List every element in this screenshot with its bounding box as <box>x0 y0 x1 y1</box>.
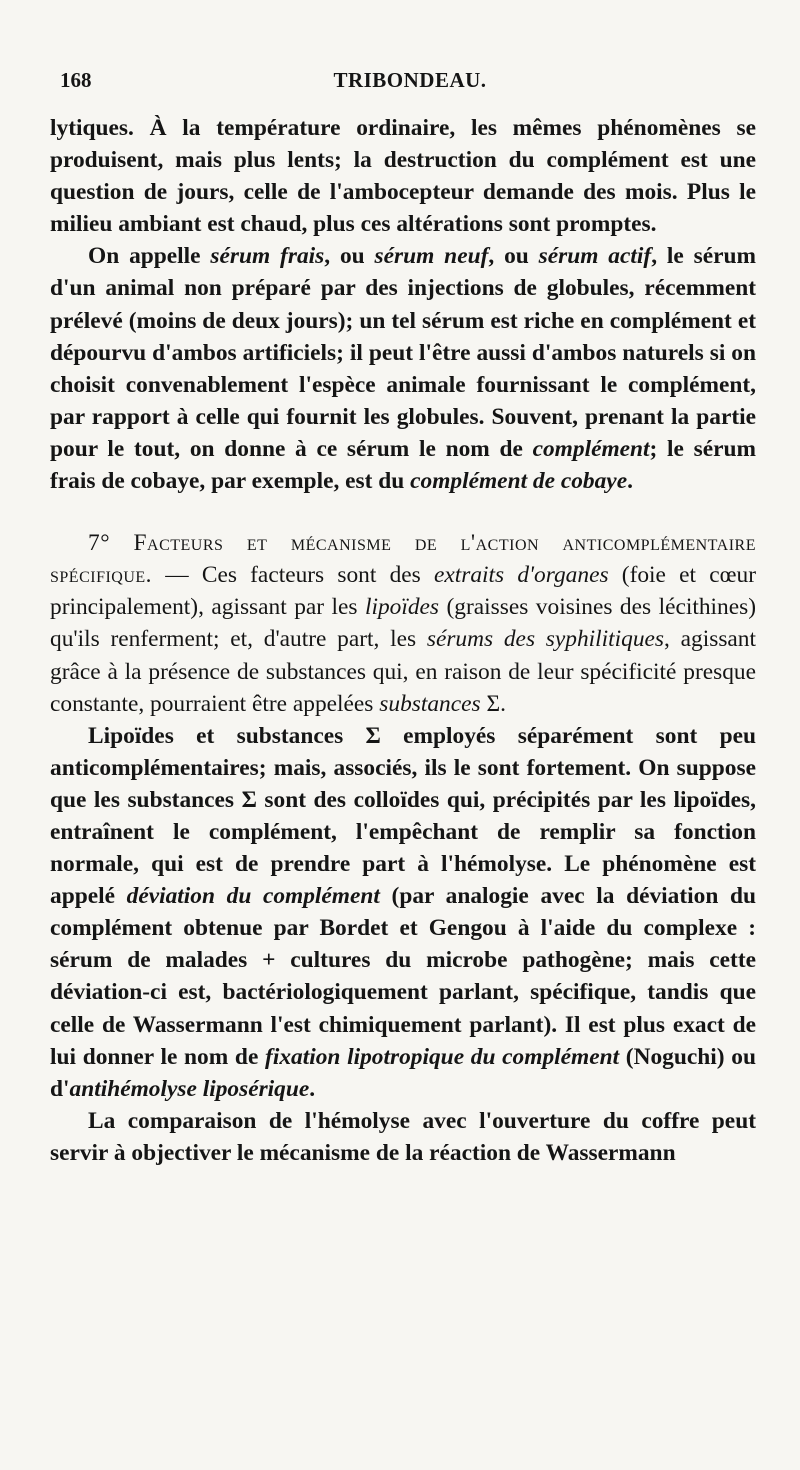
italic-term: sérums des syphilitiques <box>426 626 665 653</box>
page-number: 168 <box>60 68 92 92</box>
page-header <box>60 68 760 102</box>
section-heading: 7° Facteurs et mécanisme de l'action anticomplémentaire spécifique. <box>50 530 756 589</box>
italic-term: lipoïdes <box>364 594 440 621</box>
italic-term: complément <box>532 435 650 462</box>
paragraph-1: lytiques. À la température ordinaire, les mêmes phénomènes se produisent, mais plus lents; la destruction du complément est une question de jours, celle de l'ambocepteur demande des mois. Plus le milieu ambiant est chaud, plus ces altérations sont promptes. <box>50 115 756 238</box>
text-run: ; le sérum frais de cobaye, par exemple, est du <box>50 435 757 495</box>
running-title: TRIBONDEAU. <box>333 68 487 92</box>
paragraph-3 <box>50 527 756 720</box>
text-run: , le sérum d'un animal non préparé par des injections de globules, récemment prélevé (moins de deux jours); un tel sérum est riche en complément et dépourvu d'ambos artificiels; il peut l'être aussi d'ambos naturels si on choisit convenablement l'espèce animale fournissant le complément, par rapport à celle qui fournit les globules. Souvent, prenant la partie pour le tout, on donne à ce sérum le nom de <box>50 243 756 462</box>
text-run: , ou <box>488 243 539 270</box>
text-run: (par analogie avec la déviation du complément obtenue par Bordet et Gengou à l'aide du complexe : sérum de malades + cultures du microbe pathogène; mais cette déviation-ci est, bactériologiquement parlant, spécifique, tandis que celle de Wassermann l'est chimiquement parlant). Il est plus exact de lui donner le nom de <box>50 883 757 1070</box>
text-run: , ou <box>324 243 375 270</box>
text-run: , agissant grâce à la présence de substances qui, en raison de leur spécificité presque constante, pourraient être appelées <box>50 626 756 717</box>
italic-term: sérum frais <box>210 243 325 270</box>
italic-term: fixation lipotropique du complément <box>265 1043 620 1070</box>
italic-term: substances <box>379 690 481 717</box>
italic-term: extraits d'organes <box>433 562 609 589</box>
text-run: Σ. <box>480 690 506 717</box>
text-run: . <box>309 1075 316 1102</box>
text-run: — Ces facteurs sont des <box>152 562 434 589</box>
text-run: (Noguchi) ou d' <box>50 1043 756 1102</box>
text-run: (graisses voisines des lécithines) qu'ils renferment; et, d'autre part, les <box>50 594 756 653</box>
text-run: Lipoïdes et substances Σ employés séparément sont peu anticomplémentaires; mais, associés, ils le sont fortement. On suppose que les substances Σ sont des colloïdes qui, précipités par les lipoïdes, entraînent le complément, l'empêchant de remplir sa fonction normale, qui est de prendre part à l'hémolyse. Le phénomène est appelé <box>50 722 756 910</box>
italic-term: complément de cobaye <box>410 468 628 495</box>
italic-term: sérum neuf <box>374 243 489 270</box>
paragraph-2 <box>50 240 756 497</box>
italic-term: sérum actif <box>538 243 652 270</box>
paragraph-5: La comparaison de l'hémolyse avec l'ouverture du coffre peut servir à objectiver le mécanisme de la réaction de Wassermann <box>50 1107 756 1166</box>
paragraph-4 <box>50 720 756 1105</box>
body-text <box>50 112 756 1169</box>
text-run: On appelle <box>88 243 211 270</box>
italic-term: antihémolyse liposérique <box>69 1075 310 1102</box>
italic-term: déviation du complément <box>126 883 380 910</box>
text-run: . <box>627 468 633 495</box>
text-run: (foie et cœur principalement), agissant par les <box>50 562 756 621</box>
